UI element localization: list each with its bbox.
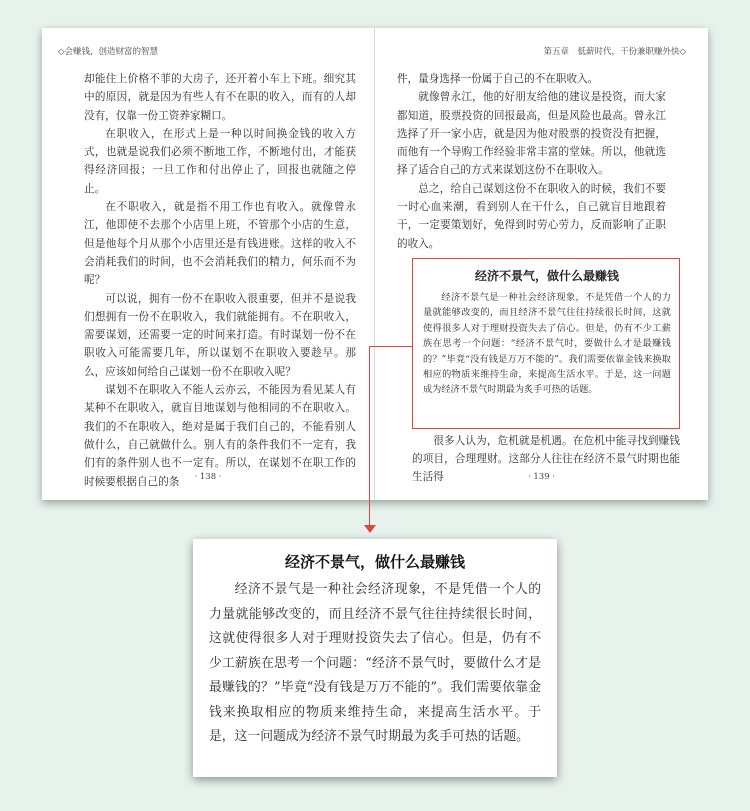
zoomed-excerpt-card bbox=[193, 539, 557, 777]
page-number-left: · 138 · bbox=[194, 472, 222, 482]
paragraph: 就像曾永江，他的好朋友给他的建议是投资，而大家都知道，股票投资的回报最高，但是风险也最高。曾永江选择了开一家小店，就是因为他对股票的投资没有把握，而他有一个导购工作经验非常丰富的堂妹。所以，他就选择了适合自己的方式来谋划这份不在职收入。 bbox=[397, 91, 666, 177]
excerpt-body: 经济不景气是一种社会经济现象，不是凭借一个人的力量就能够改变的，而且经济不景气往往持续很长时间，这就使得很多人对于理财投资失去了信心。但是，仍有不少工薪族在思考一个问题：“经济不景气时，要做什么才是最赚钱的？”毕竟“没有钱是万万不能的”。我们需要依靠金钱来换取相应的物质来维持生命，来提高生活水平。于是，这一问题成为经济不景气时期最为炙手可热的话题。 bbox=[209, 582, 541, 744]
running-header-right: 第五章 低薪时代，干份兼职赚外快◇ bbox=[543, 47, 686, 57]
left-page bbox=[42, 28, 375, 500]
paragraph: 很多人认为，危机就是机遇。在危机中能寻找到赚钱的项目，合理理财。这部分人往往在经济不景气时期也能生活得 bbox=[412, 435, 680, 483]
paragraph: 谋划不在职收入不能人云亦云，不能因为看见某人有某种不在职收入，就盲目地谋划与他相同的不在职收入。我们的不在职收入，绝对是属于我们自己的，不能看别人做什么，自己就做什么。别人有的条件我们不一定有，我们有的条件别人也不一定有。所以，在谋划不在职工作的时候要根据自己的条 bbox=[84, 384, 356, 488]
highlight-box bbox=[412, 258, 680, 429]
left-page-text bbox=[84, 70, 356, 491]
excerpt-title: 经济不景气，做什么最赚钱 bbox=[284, 553, 465, 571]
right-page-text bbox=[397, 70, 666, 253]
paragraph: 在职收入，在形式上是一种以时间换金钱的收入方式，也就是说我们必须不断地工作，不断地付出，才能获得经济回报；一旦工作和付出停止了，回报也就随之停止。 bbox=[84, 127, 356, 195]
running-header-left: ◇会赚钱，创造财富的智慧 bbox=[58, 47, 159, 57]
paragraph: 件，量身选择一份属于自己的不在职收入。 bbox=[397, 73, 599, 85]
connector-line bbox=[369, 346, 370, 528]
arrow-down-icon bbox=[364, 525, 376, 533]
highlight-title: 经济不景气，做什么最赚钱 bbox=[474, 269, 619, 283]
paragraph: 总之，给自己谋划这份不在职收入的时候，我们不要一时心血来潮，看到别人在干什么，自己就盲目地跟着干，一定要策划好，免得到时劳心劳力，反而影响了正职的收入。 bbox=[397, 182, 666, 250]
right-page-after-box bbox=[412, 432, 680, 486]
page-number-right: · 139 · bbox=[527, 472, 556, 482]
connector-line bbox=[370, 346, 412, 347]
highlight-body: 经济不景气是一种社会经济现象，不是凭借一个人的力量就能够改变的，而且经济不景气往往持续很长时间，这就使得很多人对于理财投资失去了信心。但是，仍有不少工薪族在思考一个问题：“经济不景气时，要做什么才是最赚钱的？”毕竟“没有钱是万万不能的”。我们需要依靠金钱来换取相应的物质来维持生命，来提高生活水平。于是，这一问题成为经济不景气时期最为炙手可热的话题。 bbox=[423, 292, 671, 396]
paragraph: 在不职收入，就是指不用工作也有收入。就像曾永江，他即使不去那个小店里上班，不管那个小店的生意，但是他每个月从那个小店里还是有钱进账。这样的收入不会消耗我们的时间，也不会消耗我们的精力，何乐而不为呢？ bbox=[84, 201, 356, 287]
paragraph: 却能住上价格不菲的大房子，还开着小车上下班。细究其中的原因，就是因为有些人有不在职的收入，而有的人却没有，仅靠一份工资养家糊口。 bbox=[84, 73, 356, 122]
paragraph: 可以说，拥有一份不在职收入很重要，但并不是说我们想拥有一份不在职收入，我们就能拥有。不在职收入，需要谋划，还需要一定的时间来打造。有时谋划一份不在职收入可能需要几年，所以谋划不在职收入要趁早。那么，应该如何给自己谋划一份不在职收入呢？ bbox=[84, 292, 356, 378]
